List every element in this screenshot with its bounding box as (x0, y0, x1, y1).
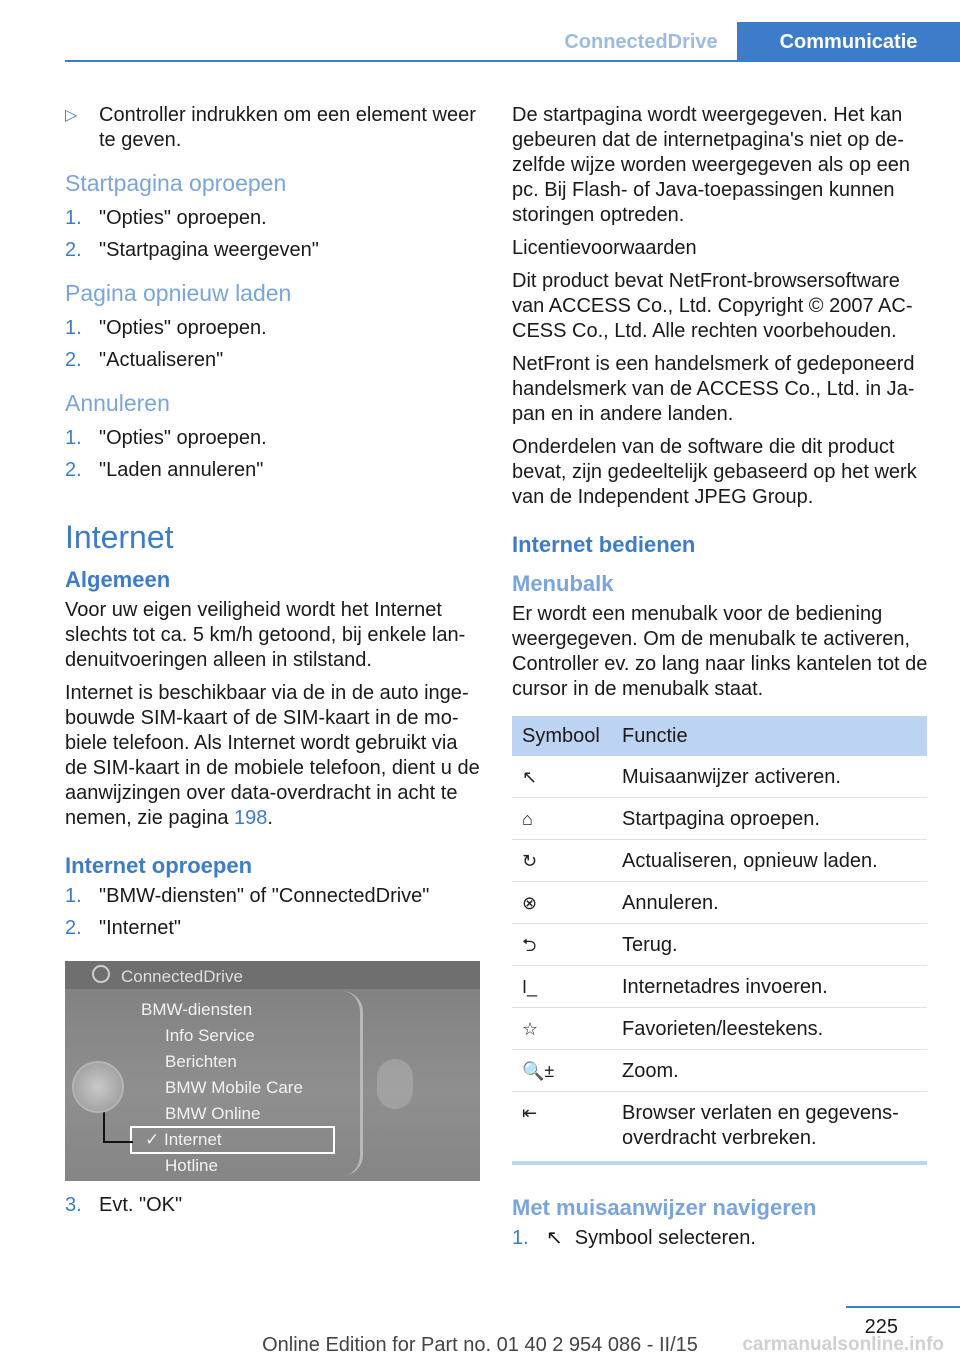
screen-selection-box (130, 1126, 335, 1154)
heading-internet-oproepen: Internet oproepen (65, 853, 253, 878)
screen-menu-item: Berichten (165, 1052, 237, 1071)
list-item (65, 458, 483, 483)
connecteddrive-icon (92, 965, 110, 983)
paragraph-text: Internet is beschikbaar via de in de auto ingebouwde SIM-kaart of de SIM-kaart in de mobiele telefoon. Als Internet wordt gebruikt via de SIM-kaart in de mobiele telefoon, dient u de aanwijzingen over data-overdracht in acht te nemen, zie pagina (65, 682, 480, 829)
table-cell-functie: Muisaanwijzer activeren. (612, 756, 927, 798)
cancel-icon: ⊗ (512, 882, 612, 924)
list-text: "Internet" (99, 917, 182, 939)
list-item (65, 426, 483, 451)
mouse-pointer-icon: ↖ (546, 1227, 563, 1249)
right-column (512, 103, 932, 1258)
idrive-screenshot (65, 961, 480, 1181)
table-row (512, 1092, 927, 1164)
screen-menu-item: BMW Mobile Care (165, 1078, 303, 1097)
page-number-rule (846, 1306, 960, 1308)
list-item (65, 206, 483, 231)
list-number: 2. (65, 239, 82, 261)
text-cursor-icon: I_ (512, 966, 612, 1008)
left-column (65, 103, 483, 1225)
table-header-symbool: Symbool (512, 716, 612, 756)
paragraph-copyright: Dit product bevat NetFront-browsersoftware van ACCESS Co., Ltd. Copyright © 2007 ACCESS Co., Ltd. Alle rechten voorbehouden. (512, 270, 913, 342)
controller-knob-icon (72, 1061, 124, 1113)
bullet-text: Controller indrukken om een element weer te geven. (99, 104, 476, 151)
table-row (512, 882, 927, 924)
screen-menu-item: Info Service (165, 1026, 255, 1045)
table-cell-functie: Favorieten/leestekens. (612, 1008, 927, 1050)
list-item (65, 884, 483, 909)
callout-line (103, 1111, 133, 1143)
section-heading-pagina-laden: Pagina opnieuw laden (65, 280, 292, 306)
chapter-title-internet: Internet (65, 519, 174, 555)
table-row (512, 1008, 927, 1050)
list-number: 2. (65, 917, 82, 939)
table-row (512, 1050, 927, 1092)
bullet-item (65, 103, 483, 153)
heading-menubalk: Menubalk (512, 571, 614, 596)
list-number: 2. (65, 459, 82, 481)
screen-title: ConnectedDrive (121, 967, 243, 986)
triangle-bullet-icon: ▷ (65, 107, 78, 124)
list-text: Evt. "OK" (99, 1194, 183, 1216)
table-row (512, 798, 927, 840)
table-row (512, 756, 927, 798)
table-row (512, 840, 927, 882)
list-number: 1. (65, 427, 82, 449)
list-text: "BMW-diensten" of "ConnectedDrive" (99, 885, 430, 907)
list-number: 3. (65, 1194, 82, 1216)
list-text (546, 1226, 932, 1251)
list-text: "Opties" oproepen. (99, 427, 267, 449)
table-row (512, 966, 927, 1008)
list-text: "Actualiseren" (99, 349, 224, 371)
scroll-arc (342, 991, 363, 1176)
footer-edition: Online Edition for Part no. 01 40 2 954 086 - II/15 (262, 1334, 698, 1356)
zoom-icon: 🔍± (512, 1050, 612, 1092)
watermark: carmanualsonline.info (742, 1334, 944, 1355)
paragraph-handelsmerk: NetFront is een handelsmerk of gedeponeerd handelsmerk van de ACCESS Co., Ltd. in Japan en in andere landen. (512, 353, 915, 425)
section-heading-annuleren: Annuleren (65, 390, 170, 416)
table-cell-functie: Terug. (612, 924, 927, 966)
heading-algemeen: Algemeen (65, 567, 171, 592)
paragraph-licentie-titel: Licentievoorwaarden (512, 237, 697, 259)
screen-menu-parent: BMW-diensten (141, 1000, 253, 1019)
right-controller-icon (377, 1059, 413, 1109)
table-header-row (512, 716, 927, 756)
list-item (512, 1226, 932, 1251)
screen-menu-item: Hotline (165, 1156, 218, 1175)
back-icon: ⮌ (512, 924, 612, 966)
table-row (512, 924, 927, 966)
refresh-icon: ↻ (512, 840, 612, 882)
header-tab-connecteddrive: ConnectedDrive (545, 22, 737, 62)
paragraph-veiligheid: Voor uw eigen veiligheid wordt het Internet slechts tot ca. 5 km/h getoond, bij enkele landenuitvoeringen alleen in stilstand. (65, 599, 466, 671)
table-cell-functie: Startpagina oproepen. (612, 798, 927, 840)
list-text: "Laden annuleren" (99, 459, 264, 481)
paragraph-end: . (267, 807, 273, 829)
list-item (65, 238, 483, 263)
heading-muisaanwijzer: Met muisaanwijzer navigeren (512, 1195, 817, 1220)
home-icon: ⌂ (512, 798, 612, 840)
list-number: 1. (65, 317, 82, 339)
table-cell-functie: Browser verlaten en gegevensoverdracht verbreken. (612, 1092, 927, 1164)
mouse-pointer-icon: ↖ (512, 756, 612, 798)
page-reference-link[interactable]: 198 (234, 807, 268, 829)
table-cell-functie: Zoom. (612, 1050, 927, 1092)
header-rule (65, 60, 960, 62)
header-tab-communicatie: Communicatie (737, 22, 960, 62)
screen-menu-item-selected: ✓ Internet (145, 1130, 222, 1149)
paragraph-menubalk: Er wordt een menubalk voor de bediening weergegeven. Om de menubalk te activeren, Controller ev. zo lang naar links kantelen tot de cursor in de menubalk staat. (512, 603, 928, 700)
list-text: "Opties" oproepen. (99, 317, 267, 339)
screen-menu-item: BMW Online (165, 1104, 261, 1123)
paragraph-sim-kaart (65, 681, 483, 831)
step-text: Symbool selecteren. (574, 1227, 756, 1249)
table-cell-functie: Internetadres invoeren. (612, 966, 927, 1008)
heading-internet-bedienen: Internet bedienen (512, 532, 696, 557)
list-number: 2. (65, 349, 82, 371)
list-number: 1. (512, 1227, 529, 1249)
star-icon: ☆ (512, 1008, 612, 1050)
list-text: "Startpagina weergeven" (99, 239, 319, 261)
section-heading-startpagina: Startpagina oproepen (65, 170, 287, 196)
paragraph-jpeg: Onderdelen van de software die dit product bevat, zijn gedeeltelijk gebaseerd op het werk van de Independent JPEG Group. (512, 436, 917, 508)
page-number: 225 (864, 1316, 898, 1338)
list-item (65, 316, 483, 341)
list-item (65, 1193, 483, 1218)
list-item (65, 348, 483, 373)
table-header-functie: Functie (612, 716, 927, 756)
list-number: 1. (65, 885, 82, 907)
symbol-table (512, 716, 927, 1165)
list-number: 1. (65, 207, 82, 229)
table-cell-functie: Actualiseren, opnieuw laden. (612, 840, 927, 882)
table-cell-functie: Annuleren. (612, 882, 927, 924)
exit-icon: ⇤ (512, 1092, 612, 1164)
list-text: "Opties" oproepen. (99, 207, 267, 229)
paragraph-startpagina: De startpagina wordt weergegeven. Het kan gebeuren dat de internetpagina's niet op dezelfde wijze worden weergegeven als op een pc. Bij Flash- of Java-toepassingen kunnen storingen optreden. (512, 104, 911, 226)
list-item (65, 916, 483, 941)
